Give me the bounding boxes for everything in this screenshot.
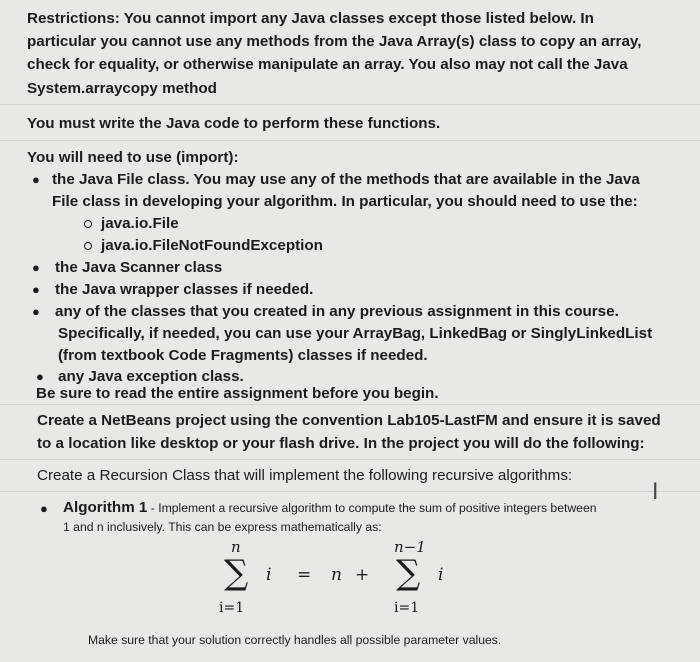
plus-sign: + xyxy=(355,565,370,585)
sum-var-right: i xyxy=(438,565,444,585)
import-item-classes-line-2: Specifically, if needed, you can use your ArrayBag, LinkedBag or SinglyLinkedList xyxy=(58,325,653,342)
bullet-icon: ● xyxy=(32,172,40,187)
netbeans-line-2: to a location like desktop or your flash drive. In the project you will do the following: xyxy=(37,435,645,452)
bullet-icon: ● xyxy=(36,369,44,384)
sum-upper-limit-left: n xyxy=(231,538,241,556)
sub-item-java-io-file: java.io.File xyxy=(101,215,179,232)
algorithm-note: Make sure that your solution correctly handles all possible parameter values. xyxy=(88,633,502,647)
import-item-file-line-1: the Java File class. You may use any of the methods that are available in the Java xyxy=(52,171,640,188)
restrictions-line-2: particular you cannot use any methods from the Java Array(s) class to copy an array, xyxy=(27,33,642,50)
divider xyxy=(0,404,700,405)
algorithm-desc-2: 1 and n inclusively. This can be express mathematically as: xyxy=(63,520,382,534)
sum-lower-limit-left: i=1 xyxy=(219,600,245,616)
sum-var-left: i xyxy=(266,565,272,585)
sigma-left-icon: ∑ xyxy=(224,553,249,593)
must-write-text: You must write the Java code to perform these functions. xyxy=(27,115,441,132)
import-item-scanner: the Java Scanner class xyxy=(55,259,223,276)
import-item-file-line-2: File class in developing your algorithm. In particular, you should need to use the: xyxy=(52,193,638,210)
read-assignment-text: Be sure to read the entire assignment before you begin. xyxy=(36,385,439,402)
algorithm-title-line xyxy=(63,497,597,518)
import-item-classes-line-3: (from textbook Code Fragments) classes if needed. xyxy=(58,347,428,364)
sigma-right-icon: ∑ xyxy=(396,553,421,593)
import-heading: You will need to use (import): xyxy=(27,149,239,166)
sum-lower-limit-right: i=1 xyxy=(394,600,420,616)
import-item-wrapper: the Java wrapper classes if needed. xyxy=(55,281,314,298)
divider xyxy=(0,104,700,105)
bullet-icon: ● xyxy=(32,260,40,275)
sub-item-filenotfound: java.io.FileNotFoundException xyxy=(101,237,323,254)
equals-sign: = xyxy=(297,565,312,585)
divider xyxy=(0,459,700,460)
n-term: n xyxy=(331,565,342,585)
import-item-classes-line-1: any of the classes that you created in any previous assignment in this course. xyxy=(55,303,619,320)
algorithm-desc-1: - Implement a recursive algorithm to compute the sum of positive integers between xyxy=(147,501,597,515)
restrictions-line-4: System.arraycopy method xyxy=(27,80,217,97)
divider xyxy=(0,491,700,492)
bullet-icon: ● xyxy=(40,501,48,516)
restrictions-line-1: Restrictions: You cannot import any Java classes except those listed below. In xyxy=(27,10,594,27)
import-item-exception: any Java exception class. xyxy=(58,368,244,385)
recursion-heading: Create a Recursion Class that will implement the following recursive algorithms: xyxy=(37,467,573,484)
bullet-icon: ● xyxy=(32,282,40,297)
sum-upper-limit-right: n−1 xyxy=(394,538,426,556)
netbeans-line-1: Create a NetBeans project using the convention Lab105-LastFM and ensure it is saved xyxy=(37,412,661,429)
sub-bullet-icon xyxy=(84,242,92,250)
algorithm-title: Algorithm 1 xyxy=(63,499,148,516)
sub-bullet-icon xyxy=(84,220,92,228)
restrictions-line-3: check for equality, or otherwise manipulate an array. You also may not call the Java xyxy=(27,56,628,73)
text-cursor-icon: I xyxy=(652,480,659,505)
divider xyxy=(0,140,700,141)
bullet-icon: ● xyxy=(32,304,40,319)
